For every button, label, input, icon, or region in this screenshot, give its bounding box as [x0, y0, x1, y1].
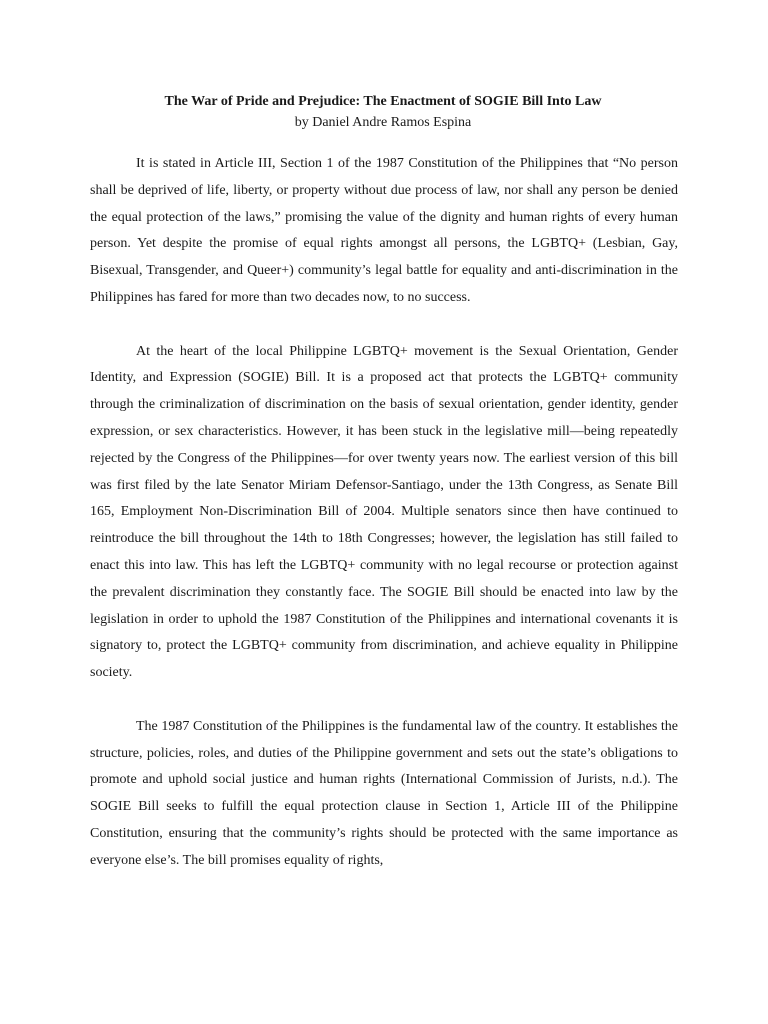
document-body: [90, 151, 678, 875]
paragraph-2: At the heart of the local Philippine LGBTQ+ movement is the Sexual Orientation, Gender Identity, and Expression (SOGIE) Bill. It is a proposed act that protects the LGBTQ+ community through the criminalization of discrimination on the basis of sexual orientation, gender identity, gender expression, or sex characteristics. However, it has been stuck in the legislative mill—being repeatedly rejected by the Congress of the Philippines—for over twenty years now. The earliest version of this bill was first filed by the late Senator Miriam Defensor-Santiago, under the 13th Congress, as Senate Bill 165, Employment Non-Discrimination Bill of 2004. Multiple senators since then have continued to reintroduce the bill throughout the 14th to 18th Congresses; however, the legislation has still failed to enact this into law. This has left the LGBTQ+ community with no legal recourse or protection against the prevalent discrimination they constantly face. The SOGIE Bill should be enacted into law by the legislation in order to uphold the 1987 Constitution of the Philippines and international covenants it is signatory to, protect the LGBTQ+ community from discrimination, and achieve equality in Philippine society.: [90, 343, 678, 681]
document-title: The War of Pride and Prejudice: The Enactment of SOGIE Bill Into Law: [164, 94, 602, 109]
paragraph-1: It is stated in Article III, Section 1 of the 1987 Constitution of the Philippines that “No person shall be deprived of life, liberty, or property without due process of law, nor shall any person be denied the equal protection of the laws,” promising the value of the dignity and human rights of every human person. Yet despite the promise of equal rights amongst all persons, the LGBTQ+ (Lesbian, Gay, Bisexual, Transgender, and Queer+) community’s legal battle for equality and anti-discrimination in the Philippines has fared for more than two decades now, to no success.: [90, 156, 678, 305]
paragraph-3: The 1987 Constitution of the Philippines is the fundamental law of the country. It establishes the structure, policies, roles, and duties of the Philippine government and sets out the state’s obligations to promote and uphold social justice and human rights (International Commission of Jurists, n.d.). The SOGIE Bill seeks to fulfill the equal protection clause in Section 1, Article III of the Philippine Constitution, ensuring that the community’s rights should be protected with the same importance as everyone else’s. The bill promises equality of rights,: [90, 718, 678, 868]
document-author: by Daniel Andre Ramos Espina: [294, 115, 472, 130]
document-header: [88, 91, 678, 133]
